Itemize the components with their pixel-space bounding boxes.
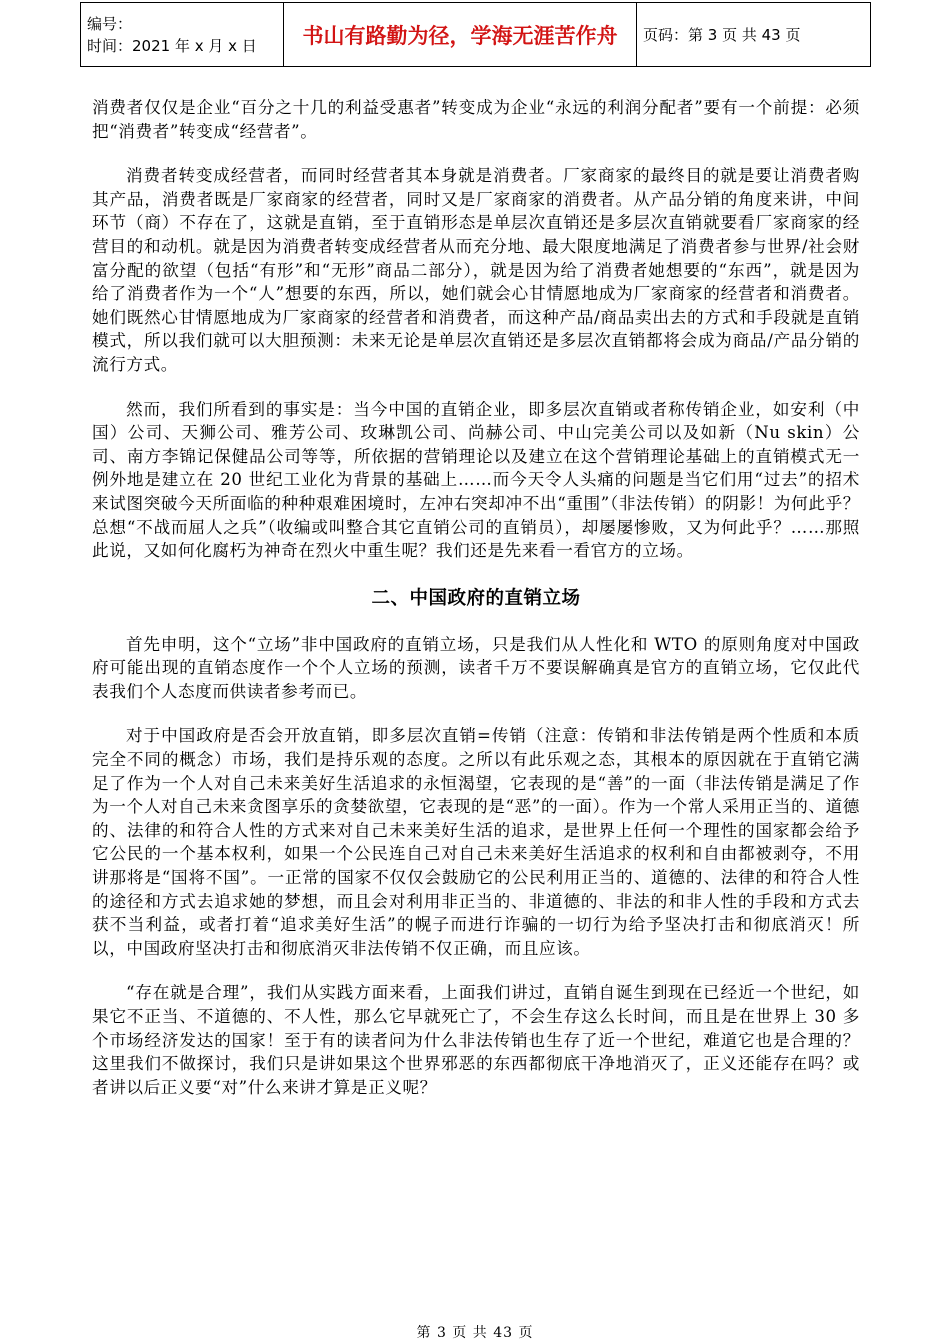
document-number-label: 编号： <box>87 14 133 33</box>
header-motto: 书山有路勤为径，学海无涯苦作舟 <box>284 3 637 67</box>
paragraph-4: 首先申明，这个“立场”非中国政府的直销立场，只是我们从人性化和 WTO 的原则角度对中国政府可能出现的直销态度作一个个人立场的预测，读者千万不要误解确真是官方的直销立场，它仅此代表我们个人态度而供读者参考而已。 <box>92 634 860 701</box>
document-date: 时间：2021 年 x 月 x 日 <box>87 36 257 55</box>
document-body <box>92 96 860 1120</box>
section-heading: 二、中国政府的直销立场 <box>371 587 581 609</box>
paragraph-1: 消费者仅仅是企业“百分之十几的利益受惠者”转变成为企业“永远的利润分配者”要有一个前提：必须把“消费者”转变成“经营者”。 <box>92 98 860 141</box>
page-footer: 第 3 页 共 43 页 <box>416 1325 534 1341</box>
header-left-cell <box>81 3 284 67</box>
paragraph-3: 然而，我们所看到的事实是：当今中国的直销企业，即多层次直销或者称传销企业，如安利（中国）公司、天狮公司、雅芳公司、玫琳凯公司、尚赫公司、中山完美公司以及如新（Nu skin）公司、南方李锦记保健品公司等等，所依据的营销理论以及建立在这个营销理论基础上的直销模式无一例外地是建立在 20 世纪工业化为背景的基础上……而今天令人头痛的问题是当它们用“过去”的招术来试图突破今天所面临的种种艰难困境时，左冲右突却冲不出“重围”（非法传销）的阴影！为何此乎？总想“不战而屈人之兵”（收编或叫整合其它直销公司的直销员），却屡屡惨败，又为何此乎？……那照此说，又如何化腐朽为神奇在烈火中重生呢？我们还是先来看一看官方的立场。 <box>92 399 860 561</box>
paragraph-2: 消费者转变成经营者，而同时经营者其本身就是消费者。厂家商家的最终目的就是要让消费者购其产品，消费者既是厂家商家的经营者，同时又是厂家商家的消费者。从产品分销的角度来讲，中间环节（商）不存在了，这就是直销，至于直销形态是单层次直销还是多层次直销就要看厂家商家的经营目的和动机。就是因为消费者转变成经营者从而充分地、最大限度地满足了消费者参与世界/社会财富分配的欲望（包括“有形”和“无形”商品二部分），就是因为给了消费者她想要的“东西”，就是因为给了消费者作为一个“人”想要的东西，所以，她们就会心甘情愿地成为厂家商家的经营者和消费者。她们既然心甘情愿地成为厂家商家的经营者和消费者，而这种产品/商品卖出去的方式和手段就是直销模式，所以我们就可以大胆预测：未来无论是单层次直销还是多层次直销都将会成为商品/产品分销的流行方式。 <box>92 166 860 374</box>
paragraph-6: “存在就是合理”，我们从实践方面来看，上面我们讲过，直销自诞生到现在已经近一个世纪，如果它不正当、不道德的、不人性，那么它早就死亡了，不会生存这么长时间，而且是在世界上 30 多个市场经济发达的国家！至于有的读者问为什么非法传销也生存了近一个世纪，难道它也是合理的？这里我们不做探讨，我们只是讲如果这个世界邪恶的东西都彻底干净地消灭了，正义还能存在吗？或者讲以后正义要“对”什么来讲才算是正义呢？ <box>92 983 860 1097</box>
paragraph-5: 对于中国政府是否会开放直销，即多层次直销=传销（注意：传销和非法传销是两个性质和本质完全不同的概念）市场，我们是持乐观的态度。之所以有此乐观之态，其根本的原因就在于直销它满足了作为一个人对自己未来美好生活追求的永恒渴望，它表现的是“善”的一面（非法传销是满足了作为一个人对自己未来贪图享乐的贪婪欲望，它表现的是“恶”的一面）。作为一个常人采用正当的、道德的、法律的和符合人性的方式来对自己未来美好生活的追求，是世界上任何一个理性的国家都会给予它公民的一个基本权利，如果一个公民连自己对自己未来美好生活追求的权利和自由都被剥夺，不用讲那将是“国将不国”。一正常的国家不仅仅会鼓励它的公民利用正当的、道德的、法律的和符合人性的途径和方式去追求她的梦想，而且会对利用非正当的、非道德的、非法的和非人性的手段和方式去获不当利益，或者打着“追求美好生活”的幌子而进行诈骗的一切行为给予坚决打击和彻底消灭！所以，中国政府坚决打击和彻底消灭非法传销不仅正确，而且应该。 <box>92 726 860 958</box>
document-header <box>80 2 871 67</box>
header-page-info: 页码：第 3 页 共 43 页 <box>637 3 871 67</box>
